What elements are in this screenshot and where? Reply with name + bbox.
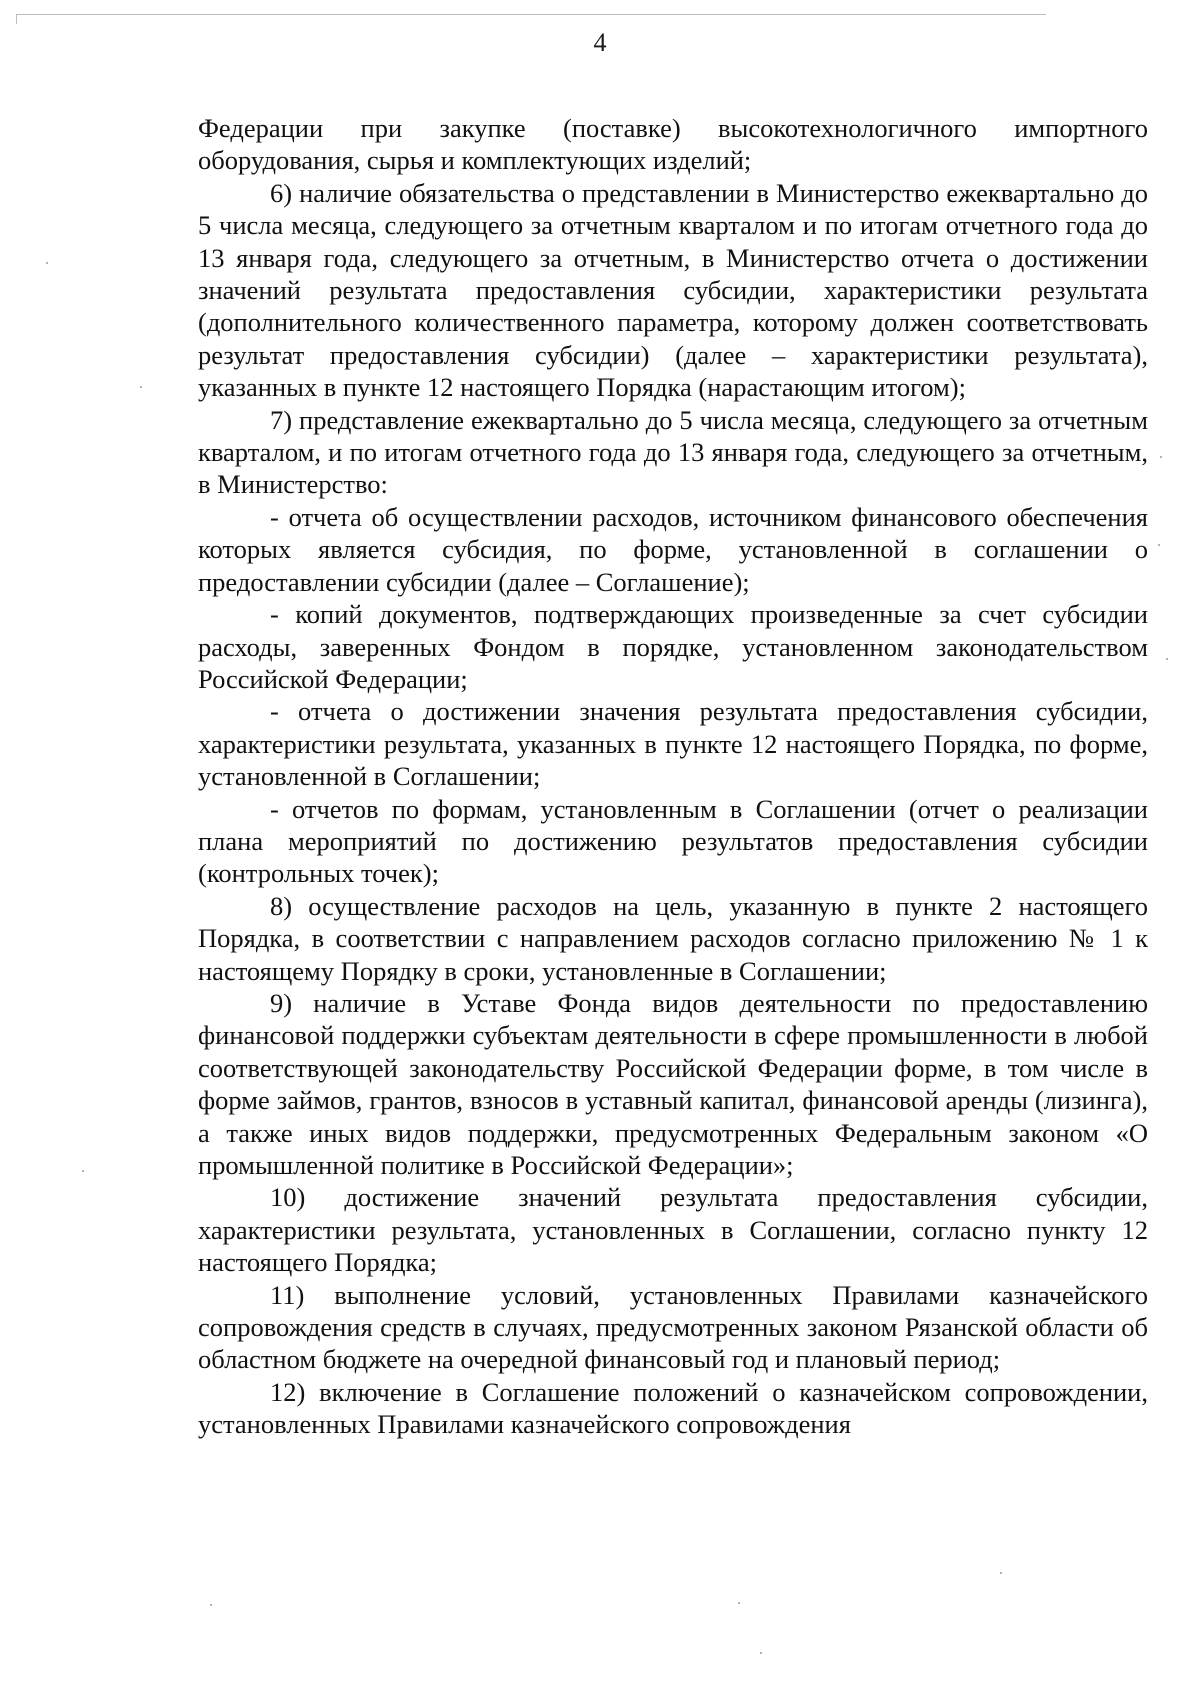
paragraph-subitem: - отчетов по формам, установленным в Соглашении (отчет о реализации плана мероприятий по достижению результатов предоставления субсидии (контрольных точек); (198, 793, 1148, 889)
scan-speck (140, 386, 142, 388)
scan-speck (760, 1652, 762, 1654)
paragraph-item-6: 6) наличие обязательства о представлении в Министерство ежеквартально до 5 числа месяца, следующего за отчетным кварталом и по итогам отчетного года до 13 января года, следующего за отчетным, в Министерство отчета о достижении значений результата предоставления субсидии, характеристики результата (дополнительного количественного параметра, которому должен соответствовать результат предоставления субсидии) (далее – характеристики результата), указанных в пункте 12 настоящего Порядка (нарастающим итогом); (198, 177, 1148, 403)
scan-speck (1000, 1572, 1002, 1574)
document-body (198, 112, 1148, 1441)
paragraph-item-10: 10) достижение значений результата предоставления субсидии, характеристики результата, установленных в Соглашении, согласно пункту 12 настоящего Порядка; (198, 1182, 1148, 1278)
paragraph-subitem: - копий документов, подтверждающих произведенные за счет субсидии расходы, заверенных Фондом в порядке, установленном законодательством Российской Федерации; (198, 599, 1148, 694)
paragraph-item-7: 7) представление ежеквартально до 5 числа месяца, следующего за отчетным кварталом, и по итогам отчетного года до 13 января года, следующего за отчетным, в Министерство: (198, 404, 1148, 500)
scan-speck (46, 262, 48, 264)
scan-border-corner (16, 14, 17, 24)
scan-border-line (16, 14, 1046, 15)
paragraph-subitem: - отчета о достижении значения результата предоставления субсидии, характеристики результата, указанных в пункте 12 настоящего Порядка, по форме, установленной в Соглашении; (198, 696, 1148, 792)
scan-speck (1158, 544, 1160, 546)
paragraph-item-9: 9) наличие в Уставе Фонда видов деятельности по предоставлению финансовой поддержки субъектам деятельности в сфере промышленности в любой соответствующей законодательству Российской Федерации форме, в том числе в форме займов, грантов, взносов в уставный капитал, финансовой аренды (лизинга), а также иных видов поддержки, предусмотренных Федеральным законом «О промышленной политике в Российской Федерации»; (198, 987, 1148, 1180)
scan-speck (1160, 456, 1162, 458)
scan-speck (82, 1170, 84, 1172)
scan-speck (210, 1604, 212, 1606)
paragraph-item-8: 8) осуществление расходов на цель, указанную в пункте 2 настоящего Порядка, в соответствии с направлением расходов согласно приложению № 1 к настоящему Порядку в сроки, установленные в Соглашении; (198, 890, 1148, 986)
scan-speck (738, 1602, 740, 1604)
paragraph: Федерации при закупке (поставке) высокотехнологичного импортного оборудования, сырья и комплектующих изделий; (198, 113, 1148, 176)
scan-speck (1166, 658, 1168, 660)
paragraph-item-11: 11) выполнение условий, установленных Правилами казначейского сопровождения средств в случаях, предусмотренных законом Рязанской области об областном бюджете на очередной финансовый год и плановый период; (198, 1279, 1148, 1375)
page-number: 4 (593, 28, 607, 57)
paragraph-item-12: 12) включение в Соглашение положений о казначейском сопровождении, установленных Правилами казначейского сопровождения (198, 1376, 1148, 1440)
paragraph-subitem: - отчета об осуществлении расходов, источником финансового обеспечения которых является субсидия, по форме, установленной в соглашении о предоставлении субсидии (далее – Соглашение); (198, 501, 1148, 597)
